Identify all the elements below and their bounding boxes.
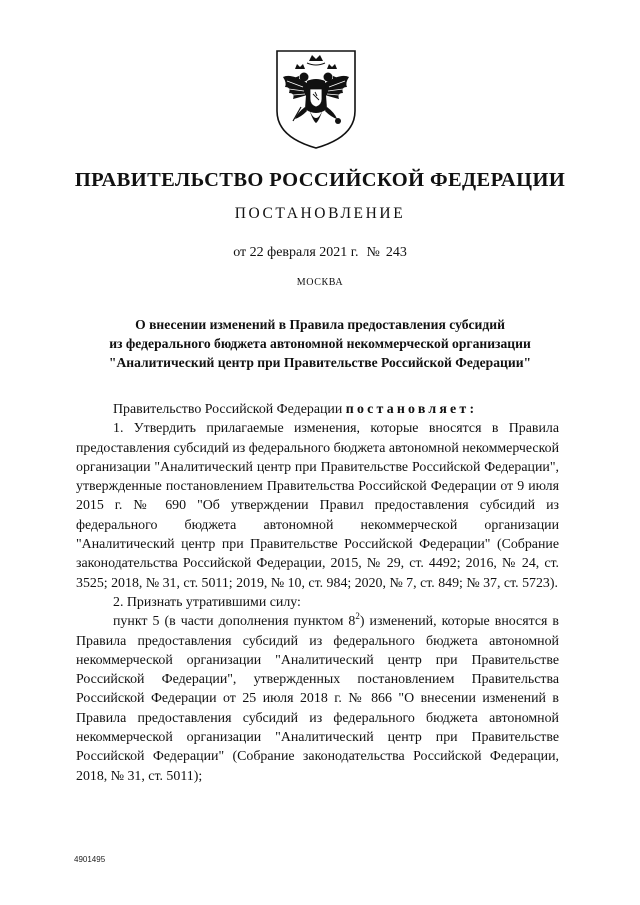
point-5-paragraph (76, 612, 559, 786)
decree-date: от 22 февраля 2021 г. (233, 245, 359, 260)
heading-line: "Аналитический центр при Правительстве Российской Федерации" (108, 355, 532, 370)
decree-heading (60, 315, 580, 372)
document-type: ПОСТАНОВЛЕНИЕ (234, 205, 406, 222)
footer-code: 4901495 (74, 855, 106, 864)
item-2-heading: 2. Признать утратившими силу: (113, 594, 301, 610)
decree-number: 243 (385, 245, 407, 260)
preamble-text: Правительство Российской Федерации (113, 402, 343, 417)
city: МОСКВА (296, 277, 344, 288)
point-5-superscript: 2 (355, 611, 360, 622)
heading-line: из федерального бюджета автономной некоммерческой организации (109, 336, 531, 351)
heading-line: О внесении изменений в Правила предоставления субсидий (135, 317, 505, 332)
point-5-text-end: ) изменений, которые вносятся в Правила предоставления субсидий из федерального бюджета автономной некоммерческой организации "Аналитический центр при Правительстве Российской Федерации", утвержденных постановлением Правительства Российской Федерации от 25 июля 2018 г. № 866 "О внесении изменений в Правила предоставления субсидий из федерального бюджета автономной некоммерческой организации "Аналитический центр при Правительстве Российской Федерации" (Собрание законодательства Российской Федерации, 2018, № 31, ст. 5011); (76, 614, 559, 784)
item-1-paragraph: 1. Утвердить прилагаемые изменения, которые вносятся в Правила предоставления субсидий из федерального бюджета автономной некоммерческой организации "Аналитический центр при Правительстве Российской Федерации", утвержденные постановлением Правительства Российской Федерации от 9 июля 2015 г. № 690 "Об утверждении Правил предоставления субсидий из федерального бюджета автономной некоммерческой организации "Аналитический центр при Правительстве Российской Федерации" (Собрание законодательства Российской Федерации, 2015, № 29, ст. 4492; 2016, № 24, ст. 3525; 2018, № 31, ст. 5011; 2019, № 10, ст. 984; 2020, № 7, ст. 849; № 37, ст. 5723). (76, 421, 559, 591)
coat-of-arms-emblem-icon (273, 47, 359, 151)
government-title: ПРАВИТЕЛЬСТВО РОССИЙСКОЙ ФЕДЕРАЦИИ (74, 169, 566, 191)
resolves-word: постановляет: (345, 402, 478, 417)
point-5-text-start: пункт 5 (в части дополнения пунктом 8 (113, 614, 356, 630)
date-number-line (0, 245, 640, 261)
preamble-paragraph (76, 400, 559, 419)
number-sign: № (366, 245, 380, 260)
decree-body (76, 400, 559, 786)
